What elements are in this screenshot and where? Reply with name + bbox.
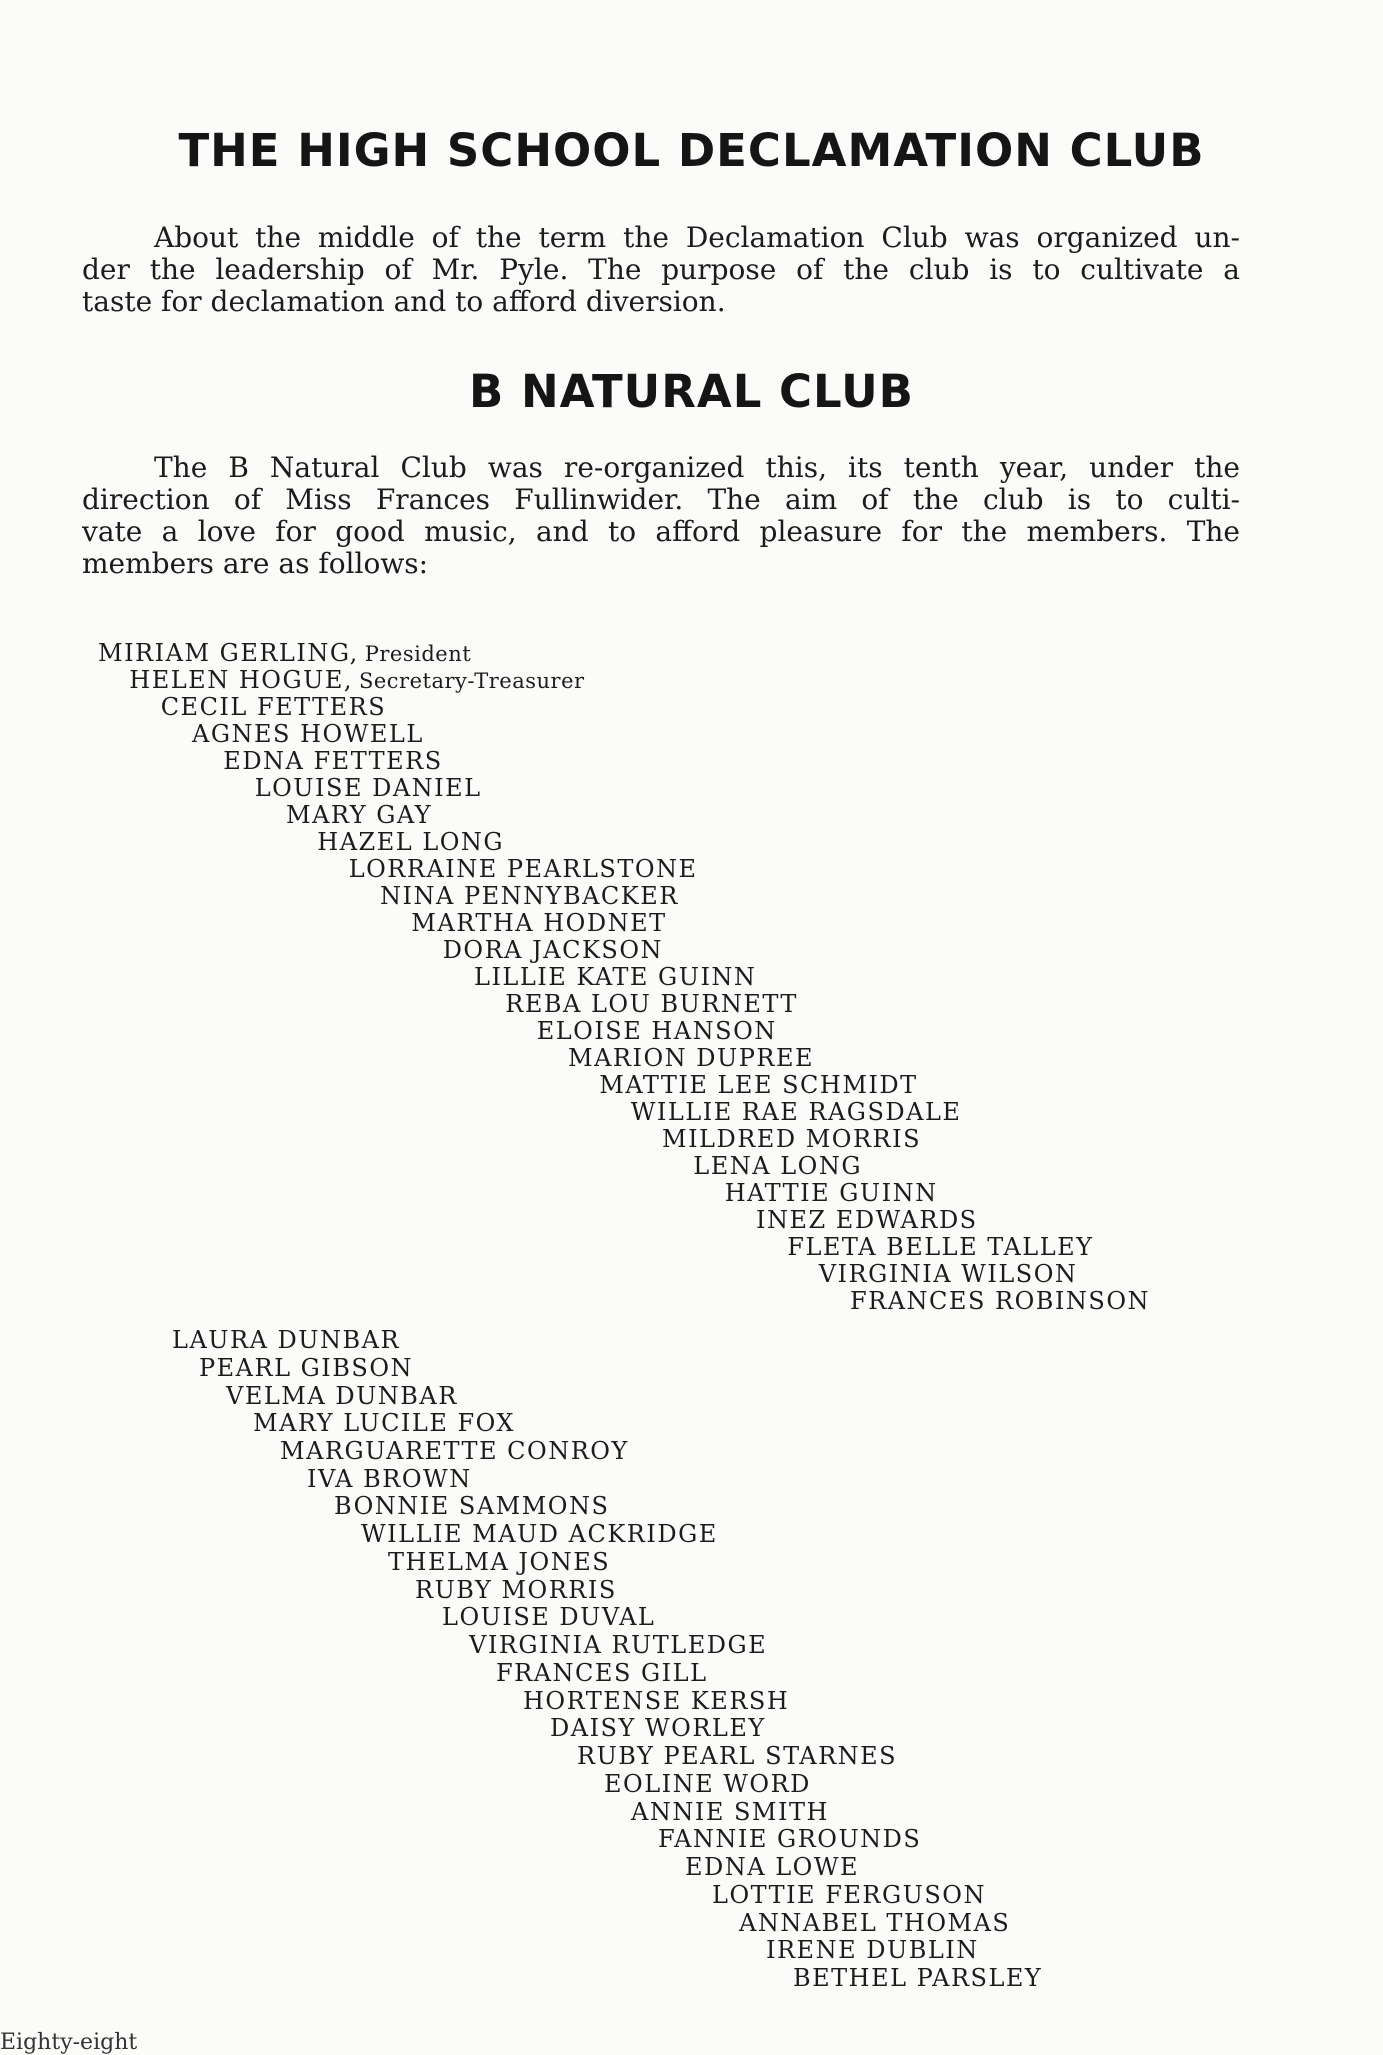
member-name: INEZ EDWARDS	[756, 1206, 978, 1234]
member-name: MARY GAY	[286, 801, 433, 829]
member-name: WILLIE RAE RAGSDALE	[630, 1098, 962, 1126]
member-name: ANNIE SMITH	[631, 1797, 829, 1826]
member-name: LENA LONG	[693, 1152, 862, 1180]
member-entry	[223, 748, 442, 774]
member-entry	[725, 1180, 938, 1206]
member-role: President	[364, 642, 472, 666]
member-name: ANNABEL THOMAS	[739, 1908, 1011, 1937]
member-entry	[537, 1018, 777, 1044]
member-name: THELMA JONES	[388, 1547, 611, 1576]
member-entry	[161, 694, 386, 720]
member-name: MARY LUCILE FOX	[253, 1409, 515, 1438]
member-name: FRANCES ROBINSON	[850, 1287, 1150, 1315]
member-entry	[766, 1937, 979, 1963]
member-entry	[712, 1882, 986, 1908]
paragraph-line: members are as follows:	[82, 547, 429, 580]
member-name: MIRIAM GERLING,	[98, 639, 359, 667]
member-entry	[388, 1549, 610, 1575]
member-entry	[442, 1604, 655, 1630]
member-entry	[415, 1577, 617, 1603]
member-name: MARION DUPREE	[568, 1044, 814, 1072]
member-entry	[129, 667, 584, 694]
member-name: WILLIE MAUD ACKRIDGE	[361, 1520, 718, 1549]
member-entry	[693, 1153, 862, 1179]
member-name: RUBY PEARL STARNES	[577, 1742, 898, 1771]
member-entry	[756, 1207, 978, 1233]
member-entry	[662, 1126, 921, 1152]
member-entry	[411, 910, 666, 936]
member-name: FANNIE GROUNDS	[658, 1825, 922, 1854]
member-entry	[550, 1715, 766, 1741]
member-entry	[685, 1854, 859, 1880]
member-entry	[568, 1045, 814, 1071]
member-entry	[819, 1261, 1078, 1287]
member-name: ELOISE HANSON	[536, 1017, 777, 1045]
member-name: FRANCES GILL	[496, 1658, 708, 1687]
paragraph-line: der the leadership of Mr. Pyle. The purpose of the club is to cultivate a	[82, 253, 1240, 286]
member-entry	[505, 991, 798, 1017]
member-name: VIRGINIA RUTLEDGE	[469, 1631, 768, 1660]
member-name: DORA JACKSON	[442, 936, 663, 964]
member-entry	[443, 937, 663, 963]
member-entry	[604, 1771, 811, 1797]
member-entry	[361, 1521, 718, 1547]
member-entry	[255, 775, 482, 801]
member-entry	[850, 1288, 1150, 1314]
member-name: LOUISE DUVAL	[442, 1603, 656, 1632]
member-name: IVA BROWN	[307, 1464, 472, 1493]
member-name: EDNA FETTERS	[223, 747, 443, 775]
member-entry	[334, 1493, 609, 1519]
member-name: FLETA BELLE TALLEY	[787, 1233, 1094, 1261]
member-name: MILDRED MORRIS	[662, 1125, 922, 1153]
member-name: VELMA DUNBAR	[226, 1381, 458, 1410]
member-entry	[380, 883, 679, 909]
member-entry	[307, 1466, 472, 1492]
member-name: BONNIE SAMMONS	[334, 1492, 610, 1521]
member-entry	[496, 1660, 708, 1686]
member-name: HORTENSE KERSH	[523, 1686, 790, 1715]
member-name: LORRAINE PEARLSTONE	[348, 855, 698, 883]
b-natural-club-heading: B NATURAL CLUB	[469, 365, 914, 418]
member-name: MATTIE LEE SCHMIDT	[599, 1071, 918, 1099]
member-name: MARGUARETTE CONROY	[280, 1437, 629, 1465]
member-name: EDNA LOWE	[685, 1853, 860, 1881]
member-name: NINA PENNYBACKER	[380, 882, 679, 910]
member-entry	[523, 1688, 789, 1714]
declamation-club-paragraph	[82, 222, 1240, 318]
member-name: AGNES HOWELL	[192, 720, 424, 748]
member-name: LILLIE KATE GUINN	[474, 963, 757, 991]
member-name: MARTHA HODNET	[411, 909, 667, 937]
member-name: DAISY WORLEY	[550, 1714, 766, 1743]
member-entry	[192, 721, 424, 747]
member-entry	[317, 829, 504, 855]
member-name: PEARL GIBSON	[199, 1353, 414, 1382]
member-name: RUBY MORRIS	[415, 1575, 617, 1604]
member-name: LOUISE DANIEL	[254, 774, 482, 802]
member-entry	[253, 1410, 515, 1436]
declamation-club-heading: THE HIGH SCHOOL DECLAMATION CLUB	[178, 124, 1205, 177]
member-entry	[98, 640, 471, 667]
member-name: VIRGINIA WILSON	[818, 1260, 1078, 1288]
member-entry	[286, 802, 432, 828]
member-entry	[172, 1327, 400, 1353]
member-name: LOTTIE FERGUSON	[712, 1880, 986, 1909]
member-name: IRENE DUBLIN	[766, 1936, 979, 1965]
member-entry	[658, 1826, 921, 1852]
member-entry	[599, 1072, 917, 1098]
paragraph-line: The B Natural Club was re-organized this, its tenth year, under the	[154, 451, 1240, 484]
member-name: HELEN HOGUE,	[129, 666, 353, 694]
member-entry	[793, 1965, 1042, 1991]
member-entry	[631, 1799, 829, 1825]
member-name: BETHEL PARSLEY	[793, 1964, 1043, 1992]
member-name: HAZEL LONG	[317, 828, 505, 856]
member-entry	[631, 1099, 962, 1125]
b-natural-club-paragraph	[82, 452, 1240, 580]
member-entry	[280, 1438, 629, 1464]
member-name: EOLINE WORD	[604, 1769, 811, 1798]
member-name: CECIL FETTERS	[160, 693, 387, 721]
paragraph-line: taste for declamation and to afford diversion.	[82, 285, 726, 318]
paragraph-line: vate a love for good music, and to afford pleasure for the members. The	[82, 515, 1240, 548]
member-name: LAURA DUNBAR	[172, 1326, 401, 1354]
paragraph-line: direction of Miss Frances Fullinwider. The aim of the club is to culti-	[82, 483, 1240, 516]
member-entry	[349, 856, 698, 882]
member-name: HATTIE GUINN	[724, 1179, 938, 1207]
member-entry	[739, 1910, 1010, 1936]
page-number-footer: Eighty-eight	[0, 2030, 138, 2055]
member-entry	[226, 1383, 458, 1409]
member-entry	[577, 1743, 897, 1769]
member-name: REBA LOU BURNETT	[505, 990, 798, 1018]
member-entry	[469, 1632, 767, 1658]
member-entry	[474, 964, 756, 990]
paragraph-line: About the middle of the term the Declamation Club was organized un-	[154, 221, 1240, 254]
member-role: Secretary-Treasurer	[358, 669, 585, 693]
member-entry	[199, 1355, 413, 1381]
member-entry	[787, 1234, 1093, 1260]
